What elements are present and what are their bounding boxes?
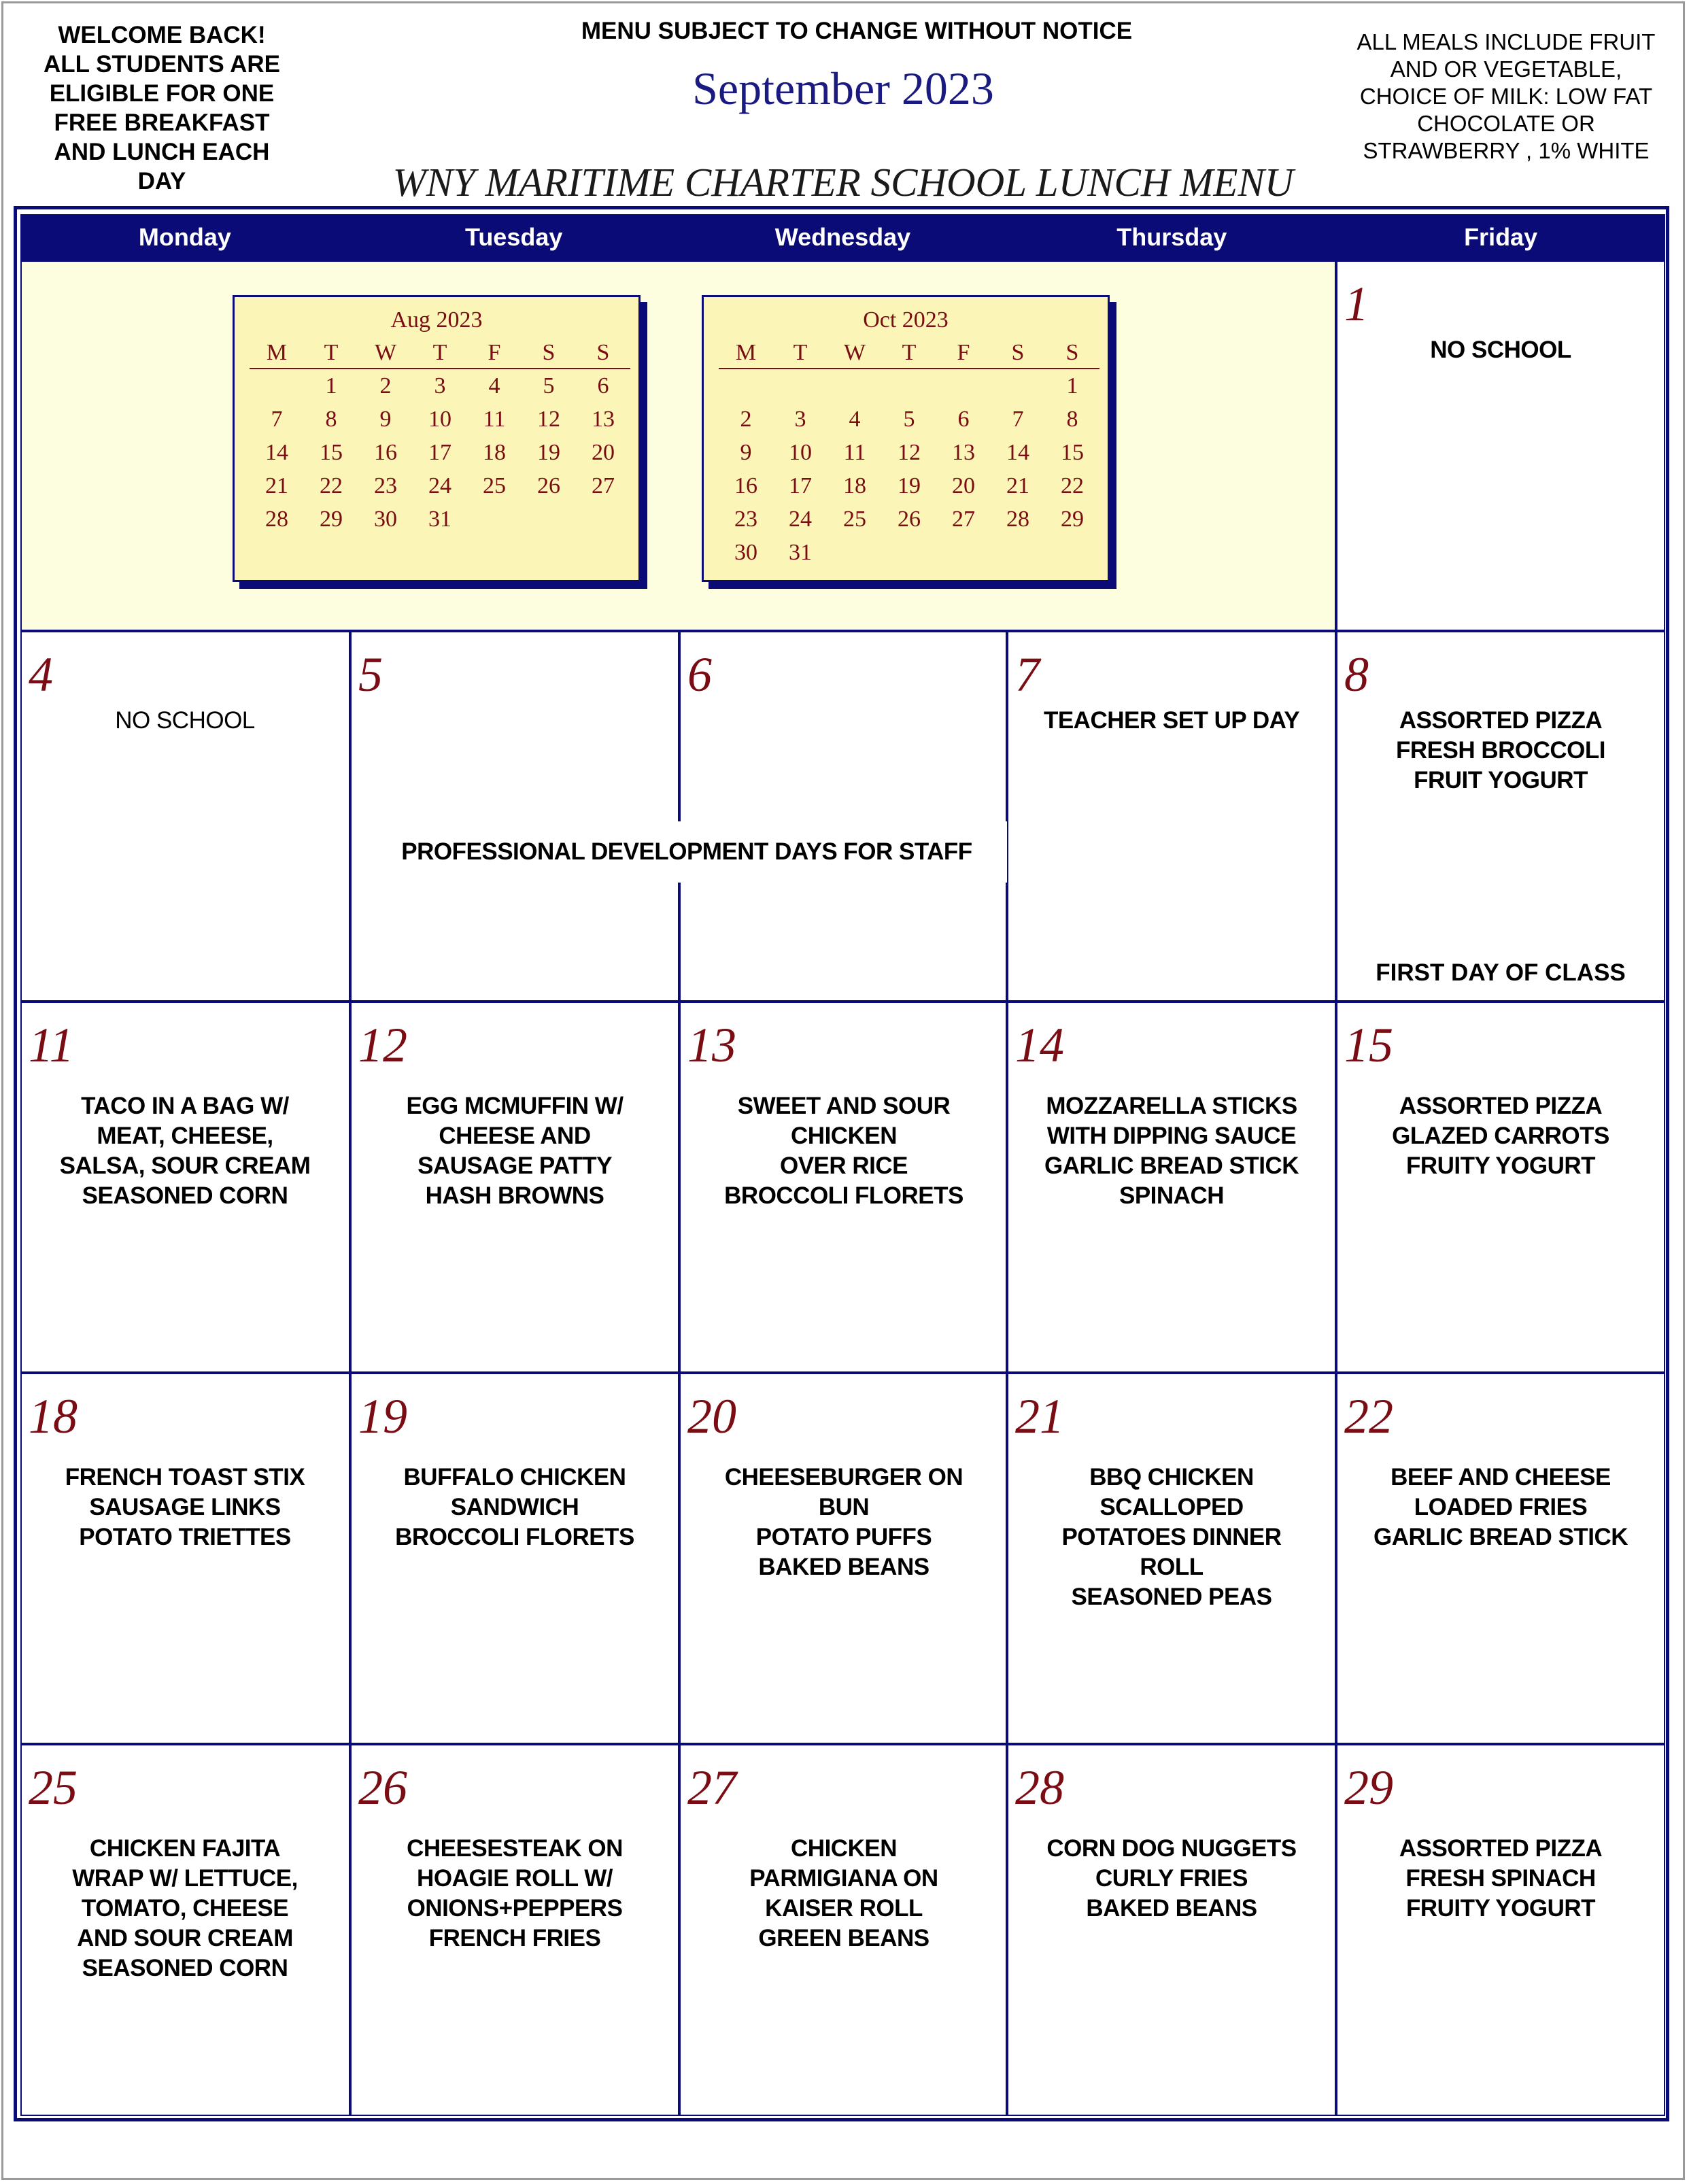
mini-calendar-date: 18: [483, 440, 506, 465]
mini-calendar-date: 21: [265, 473, 288, 498]
day-cell-14: [1007, 1002, 1336, 1373]
day-cell-19: [350, 1373, 679, 1744]
day-cell-11: [20, 1002, 350, 1373]
mini-calendar-day-header: S: [576, 338, 630, 369]
day-number: 21: [1015, 1389, 1064, 1444]
day-cell-29: [1336, 1744, 1665, 2116]
mini-calendar-date: [882, 369, 936, 403]
mini-calendar-date: 12: [898, 440, 921, 465]
mini-calendar-date: 28: [265, 507, 288, 532]
day-number: 4: [29, 647, 53, 702]
day-cell-13: [679, 1002, 1007, 1373]
day-menu: TEACHER SET UP DAY: [1043, 707, 1300, 734]
mini-calendar-date: 17: [789, 473, 812, 498]
day-number: 28: [1015, 1760, 1064, 1815]
mini-calendar-date: 26: [537, 473, 560, 498]
day-cell-27: [679, 1744, 1007, 2116]
day-menu: CHEESESTEAK ON HOAGIE ROLL W/ ONIONS+PEPPERS FRENCH FRIES: [407, 1835, 623, 1951]
mini-calendar-date: 2: [379, 373, 392, 398]
mini-calendar-date: [882, 536, 936, 569]
mini-calendar-date: [719, 369, 773, 403]
day-number: 26: [358, 1760, 407, 1815]
day-number: 27: [687, 1760, 736, 1815]
mini-calendar-date: 25: [843, 507, 866, 532]
mini-calendar-date: 19: [898, 473, 921, 498]
mini-calendar-date: 16: [734, 473, 757, 498]
day-menu: CORN DOG NUGGETS CURLY FRIES BAKED BEANS: [1046, 1835, 1297, 1922]
mini-calendar-date: 31: [789, 540, 812, 565]
day-cell-12: [350, 1002, 679, 1373]
day-number: 8: [1344, 647, 1369, 702]
mini-calendar-date: 3: [794, 407, 806, 432]
day-menu: CHICKEN PARMIGIANA ON KAISER ROLL GREEN BEANS: [749, 1835, 938, 1951]
day-number: 12: [358, 1018, 407, 1072]
day-number: 14: [1015, 1018, 1064, 1072]
day-menu: CHICKEN FAJITA WRAP W/ LETTUCE, TOMATO, CHEESE AND SOUR CREAM SEASONED CORN: [72, 1835, 298, 1981]
mini-calendar-day-header: S: [1045, 338, 1099, 369]
mini-calendar-day-header: F: [467, 338, 522, 369]
mini-calendar-date: [991, 536, 1045, 569]
day-number: 25: [29, 1760, 78, 1815]
day-cell-18: [20, 1373, 350, 1744]
day-number: 15: [1344, 1018, 1393, 1072]
mini-calendar-date: 29: [1061, 507, 1084, 532]
day-number: 22: [1344, 1389, 1393, 1444]
mini-calendar-date: 9: [740, 440, 752, 465]
mini-calendar-date: 27: [952, 507, 975, 532]
mini-calendar-date: 5: [903, 407, 915, 432]
mini-calendar-title: Aug 2023: [390, 307, 483, 332]
meals-include-note: ALL MEALS INCLUDE FRUIT AND OR VEGETABLE, CHOICE OF MILK: LOW FAT CHOCOLATE OR STRAWBERRY , 1% WHITE: [1357, 29, 1656, 163]
mini-calendar-date: 15: [1061, 440, 1084, 465]
day-number: 6: [687, 647, 712, 702]
mini-calendar-date: [1045, 536, 1099, 569]
mini-calendar-date: 2: [740, 407, 752, 432]
mini-calendar-day-header: S: [991, 338, 1045, 369]
mini-calendar-date: 1: [1066, 373, 1078, 398]
mini-calendar-date: [991, 369, 1045, 403]
mini-calendar-day-header: W: [358, 338, 413, 369]
mini-calendar-date: 28: [1006, 507, 1029, 532]
day-menu: BUFFALO CHICKEN SANDWICH BROCCOLI FLORETS: [395, 1464, 634, 1550]
day-menu: FRENCH TOAST STIX SAUSAGE LINKS POTATO TRIETTES: [65, 1464, 305, 1550]
day-menu: NO SCHOOL: [1430, 337, 1571, 363]
weekday-header-bar: [20, 214, 1665, 260]
day-number: 1: [1344, 277, 1369, 331]
weekday-friday: Friday: [1464, 223, 1538, 251]
mini-calendar-date: [936, 369, 991, 403]
mini-calendar-day-header: W: [828, 338, 882, 369]
mini-calendar-date: 26: [898, 507, 921, 532]
mini-calendar-date: 6: [957, 407, 970, 432]
weekday-monday: Monday: [138, 223, 231, 251]
mini-calendar-date: [828, 536, 882, 569]
mini-calendar-date: 3: [434, 373, 446, 398]
welcome-note: WELCOME BACK! ALL STUDENTS ARE ELIGIBLE FOR ONE FREE BREAKFAST AND LUNCH EACH DAY: [43, 22, 281, 194]
day-menu: CHEESEBURGER ON BUN POTATO PUFFS BAKED BEANS: [724, 1464, 963, 1580]
day-cell-20: [679, 1373, 1007, 1744]
first-day-of-class-note: FIRST DAY OF CLASS: [1376, 959, 1626, 986]
day-menu: TACO IN A BAG W/ MEAT, CHEESE, SALSA, SOUR CREAM SEASONED CORN: [59, 1093, 311, 1209]
day-cell-25: [20, 1744, 350, 2116]
day-number: 29: [1344, 1760, 1393, 1815]
mini-calendar-date: 24: [428, 473, 451, 498]
day-cell-26: [350, 1744, 679, 2116]
day-menu: NO SCHOOL: [115, 707, 255, 734]
mini-calendar-date: 30: [734, 540, 757, 565]
mini-calendar-date: 30: [374, 507, 397, 532]
mini-calendar-date: 4: [849, 407, 861, 432]
mini-calendar-date: [522, 502, 576, 536]
mini-calendar-day-header: T: [413, 338, 467, 369]
day-number: 18: [29, 1389, 78, 1444]
mini-calendar-date: 23: [734, 507, 757, 532]
mini-calendar-date: 10: [428, 407, 451, 432]
day-cell-28: [1007, 1744, 1336, 2116]
mini-calendar-date: [828, 369, 882, 403]
mini-calendar-grid: [250, 338, 630, 536]
day-menu: ASSORTED PIZZA GLAZED CARROTS FRUITY YOGURT: [1392, 1093, 1609, 1179]
mini-calendar-day-header: T: [882, 338, 936, 369]
mini-calendar-date: 17: [428, 440, 451, 465]
mini-calendar-october: [702, 295, 1110, 582]
mini-calendar-date: 24: [789, 507, 812, 532]
day-menu: ASSORTED PIZZA FRESH BROCCOLI FRUIT YOGURT: [1396, 707, 1605, 794]
mini-calendar-date: [576, 502, 630, 536]
menu-change-notice: MENU SUBJECT TO CHANGE WITHOUT NOTICE: [581, 18, 1133, 44]
mini-calendar-date: 13: [592, 407, 615, 432]
mini-calendar-date: [773, 369, 828, 403]
day-menu: EGG MCMUFFIN W/ CHEESE AND SAUSAGE PATTY HASH BROWNS: [406, 1093, 624, 1209]
mini-calendar-date: 22: [320, 473, 343, 498]
mini-calendar-date: 13: [952, 440, 975, 465]
mini-calendar-date: 22: [1061, 473, 1084, 498]
mini-calendar-date: 5: [543, 373, 555, 398]
mini-calendar-date: 11: [843, 440, 866, 465]
day-cell-1: [1336, 260, 1665, 631]
mini-calendar-date: 29: [320, 507, 343, 532]
mini-calendar-date: 12: [537, 407, 560, 432]
day-number: 20: [687, 1389, 736, 1444]
mini-calendar-date: 31: [428, 507, 451, 532]
mini-calendar-date: 1: [325, 373, 337, 398]
mini-calendar-day-header: M: [250, 338, 304, 369]
day-cell-6: [679, 631, 1007, 1002]
mini-calendar-day-header: T: [773, 338, 828, 369]
mini-calendar-date: 9: [379, 407, 392, 432]
mini-calendar-date: [936, 536, 991, 569]
day-menu: SWEET AND SOUR CHICKEN OVER RICE BROCCOLI FLORETS: [724, 1093, 963, 1209]
mini-calendar-date: 20: [952, 473, 975, 498]
mini-calendar-title: Oct 2023: [863, 307, 949, 332]
professional-development-note: PROFESSIONAL DEVELOPMENT DAYS FOR STAFF: [354, 821, 1020, 883]
leading-blank-area: [20, 260, 1336, 631]
mini-calendar-date: 21: [1006, 473, 1029, 498]
mini-calendar-date: [250, 369, 304, 403]
mini-calendar-date: [467, 502, 522, 536]
mini-calendar-date: 18: [843, 473, 866, 498]
day-number: 19: [358, 1389, 407, 1444]
mini-calendar-date: 15: [320, 440, 343, 465]
day-menu: BBQ CHICKEN SCALLOPED POTATOES DINNER ROLL SEASONED PEAS: [1061, 1464, 1282, 1610]
mini-calendar-date: 25: [483, 473, 506, 498]
weekday-wednesday: Wednesday: [774, 223, 911, 251]
mini-calendar-day-header: S: [522, 338, 576, 369]
mini-calendar-date: 16: [374, 440, 397, 465]
day-cell-7: [1007, 631, 1336, 1002]
weekday-thursday: Thursday: [1116, 223, 1227, 251]
mini-calendar-date: 20: [592, 440, 615, 465]
day-cell-8: [1336, 631, 1665, 1002]
mini-calendar-day-header: F: [936, 338, 991, 369]
mini-calendar-date: 6: [597, 373, 609, 398]
mini-calendar-day-header: T: [304, 338, 358, 369]
mini-calendar-day-header: M: [719, 338, 773, 369]
mini-calendar-date: 27: [592, 473, 615, 498]
day-cell-22: [1336, 1373, 1665, 1744]
weekday-tuesday: Tuesday: [465, 223, 563, 251]
day-cell-5: [350, 631, 679, 1002]
day-cell-21: [1007, 1373, 1336, 1744]
day-number: 13: [687, 1018, 736, 1072]
day-menu: BEEF AND CHEESE LOADED FRIES GARLIC BREAD STICK: [1373, 1464, 1628, 1550]
mini-calendar-date: 4: [488, 373, 500, 398]
mini-calendar-date: 8: [325, 407, 337, 432]
mini-calendar-august: [233, 295, 641, 582]
day-cell-15: [1336, 1002, 1665, 1373]
mini-calendar-date: 19: [537, 440, 560, 465]
mini-calendar-date: 23: [374, 473, 397, 498]
day-number: 5: [358, 647, 383, 702]
month-title: September 2023: [692, 63, 994, 114]
day-cell-4: [20, 631, 350, 1002]
mini-calendar-date: 7: [1012, 407, 1024, 432]
day-menu: ASSORTED PIZZA FRESH SPINACH FRUITY YOGURT: [1399, 1835, 1603, 1922]
mini-calendar-date: 7: [271, 407, 283, 432]
mini-calendar-date: 14: [1006, 440, 1029, 465]
mini-calendar-date: 11: [483, 407, 506, 432]
day-number: 11: [29, 1018, 74, 1072]
mini-calendar-date: 10: [789, 440, 812, 465]
mini-calendar-grid: [719, 338, 1099, 569]
day-menu: MOZZARELLA STICKS WITH DIPPING SAUCE GARLIC BREAD STICK SPINACH: [1044, 1093, 1299, 1209]
school-menu-title: WNY MARITIME CHARTER SCHOOL LUNCH MENU: [392, 160, 1294, 205]
day-number: 7: [1015, 647, 1040, 702]
mini-calendar-date: 8: [1066, 407, 1078, 432]
mini-calendar-date: 14: [265, 440, 288, 465]
